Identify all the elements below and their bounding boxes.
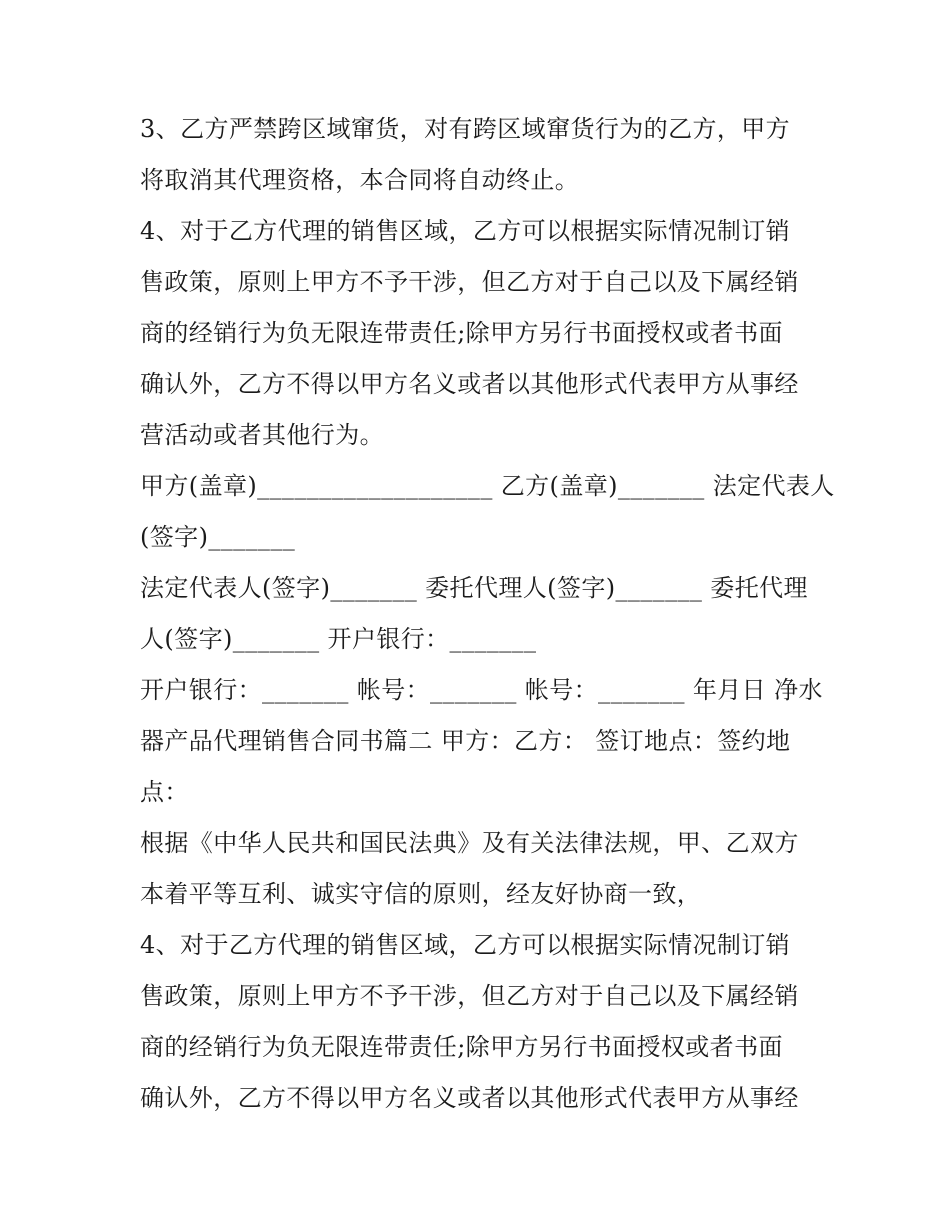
text-line: 营活动或者其他行为。 bbox=[140, 421, 384, 449]
text-line: 4、对于乙方代理的销售区域，乙方可以根据实际情况制订销 bbox=[140, 217, 791, 245]
signature-line: 法定代表人(签字)_______ 委托代理人(签字)_______ 委托代理 bbox=[140, 574, 808, 602]
text-line: 将取消其代理资格，本合同将自动终止。 bbox=[140, 166, 580, 194]
signature-line: (签字)_______ bbox=[140, 523, 296, 551]
text-line: 器产品代理销售合同书篇二 甲方：乙方： 签订地点：签约地 bbox=[140, 727, 791, 755]
text-line: 确认外，乙方不得以甲方名义或者以其他形式代表甲方从事经 bbox=[140, 1084, 799, 1112]
text-line: 售政策，原则上甲方不予干涉，但乙方对于自己以及下属经销 bbox=[140, 268, 799, 296]
contract-text bbox=[140, 104, 835, 1124]
text-line: 点： bbox=[140, 778, 189, 806]
text-line: 商的经销行为负无限连带责任;除甲方另行书面授权或者书面 bbox=[140, 1033, 783, 1061]
signature-line: 甲方(盖章)___________________ 乙方(盖章)_______ 法定代表人 bbox=[140, 472, 835, 500]
text-line: 3、乙方严禁跨区域窜货，对有跨区域窜货行为的乙方，甲方 bbox=[140, 115, 791, 143]
text-line: 售政策，原则上甲方不予干涉，但乙方对于自己以及下属经销 bbox=[140, 982, 799, 1010]
text-line: 确认外，乙方不得以甲方名义或者以其他形式代表甲方从事经 bbox=[140, 370, 799, 398]
text-line: 4、对于乙方代理的销售区域，乙方可以根据实际情况制订销 bbox=[140, 931, 791, 959]
text-line: 商的经销行为负无限连带责任;除甲方另行书面授权或者书面 bbox=[140, 319, 783, 347]
signature-line: 开户银行：_______ 帐号：_______ 帐号：_______ 年月日 净水 bbox=[140, 676, 823, 704]
text-line: 根据《中华人民共和国民法典》及有关法律法规，甲、乙双方 bbox=[140, 829, 799, 857]
text-line: 本着平等互利、诚实守信的原则，经友好协商一致， bbox=[140, 880, 702, 908]
signature-line: 人(签字)_______ 开户银行：_______ bbox=[140, 625, 537, 653]
